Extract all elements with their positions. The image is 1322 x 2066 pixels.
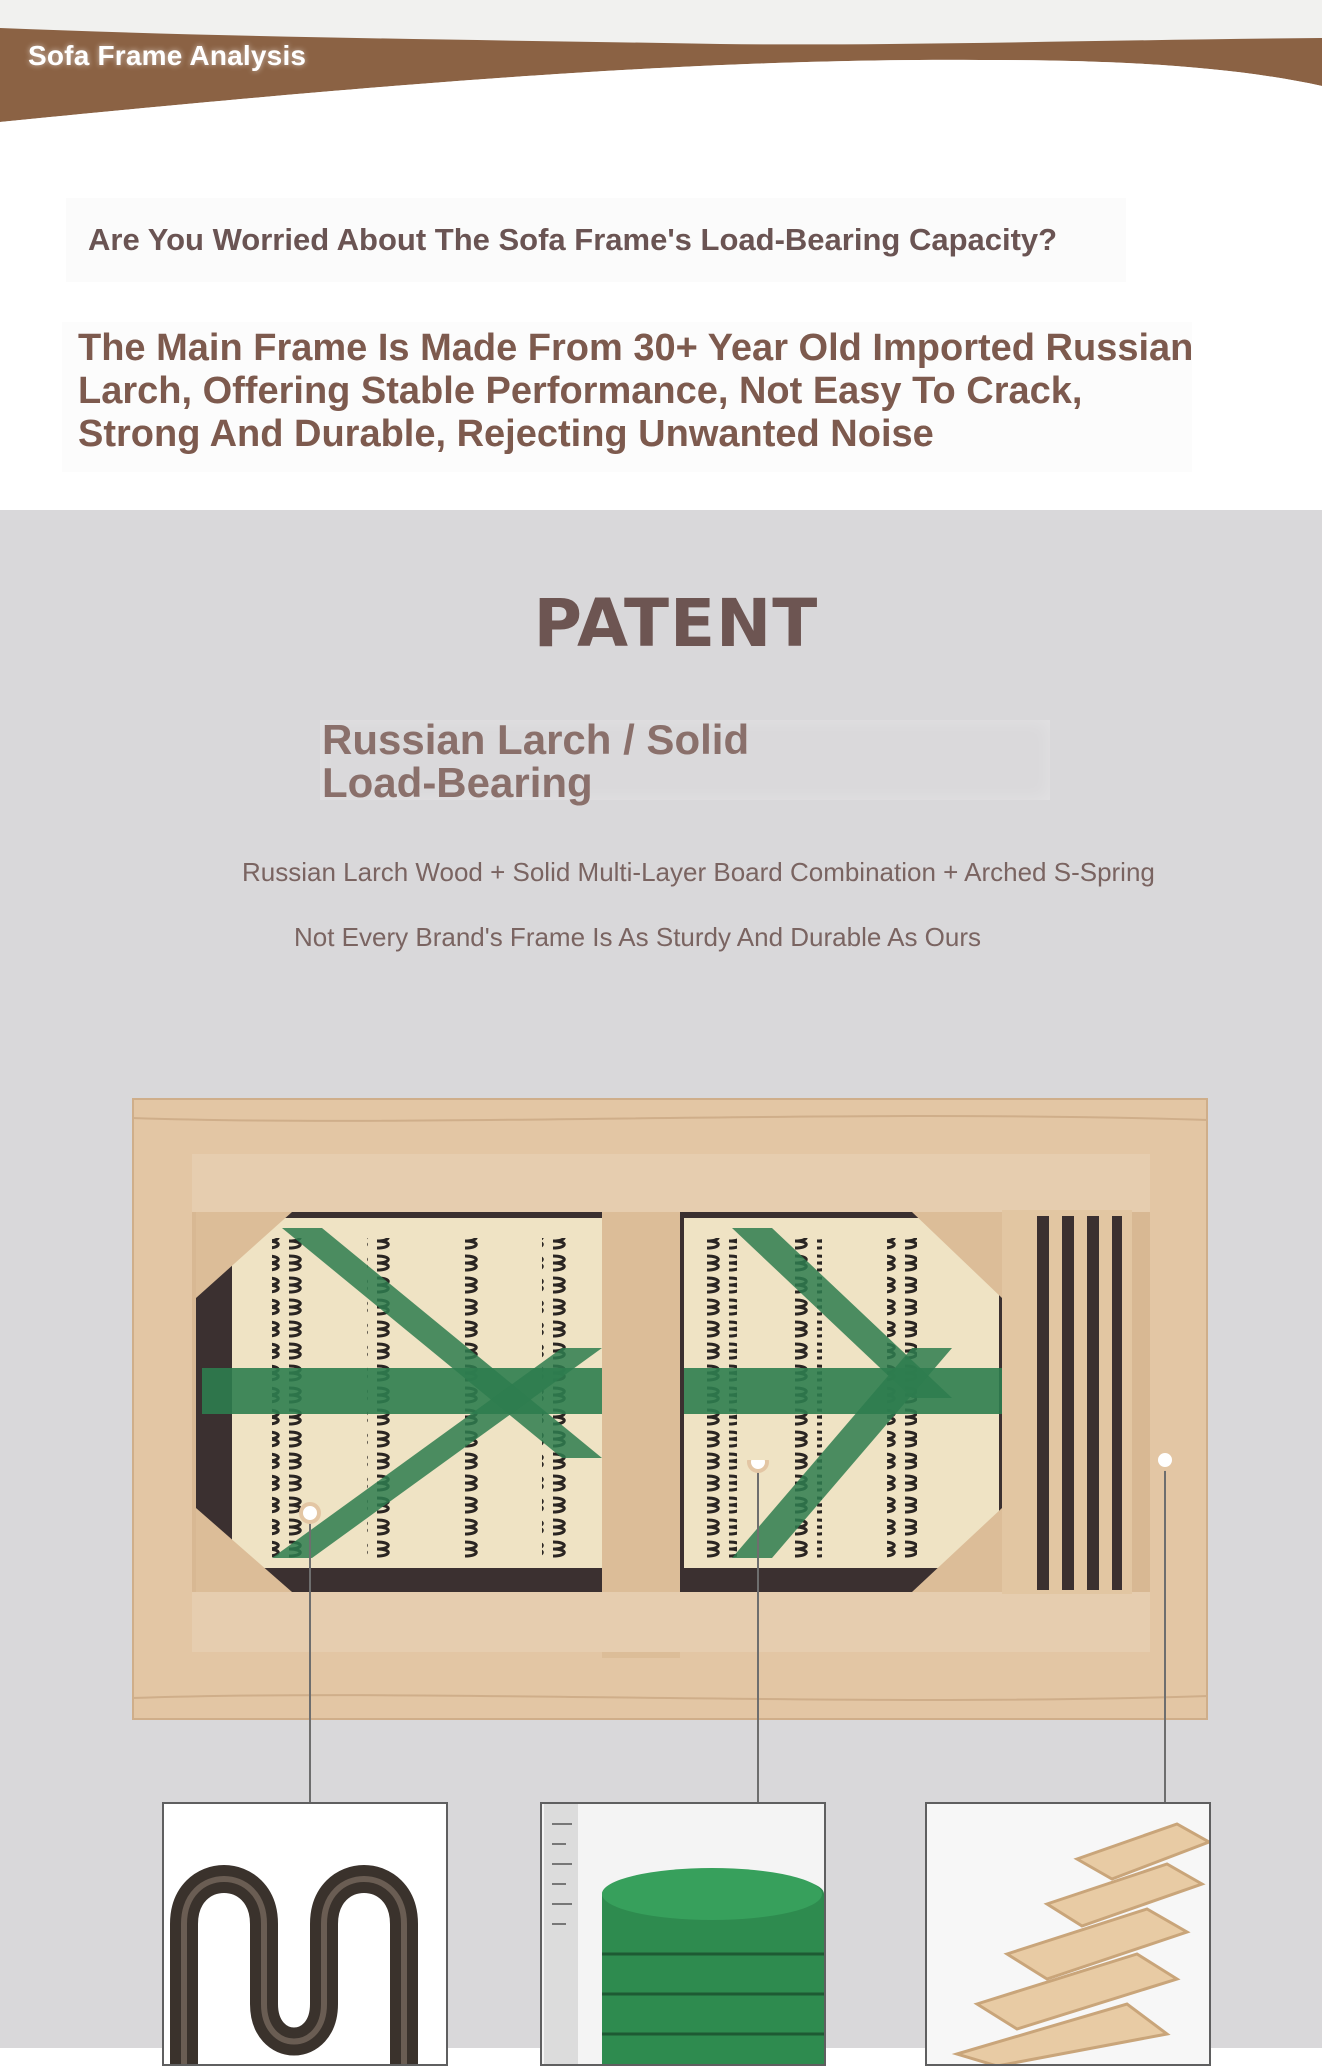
callout-dot-spring [301, 1504, 319, 1522]
s-spring-icon [164, 1804, 446, 2064]
callout-dot-wood [1150, 1445, 1180, 1475]
headline-text: The Main Frame Is Made From 30+ Year Old Imported Russian Larch, Offering Stable Performance, Not Easy To Crack, Strong And Durable, Rejecting Unwanted Noise [78, 327, 1194, 455]
material-description: Russian Larch Wood + Solid Multi-Layer Board Combination + Arched S-Spring [242, 857, 1155, 887]
s-spring-detail [162, 1802, 448, 2066]
header-title: Sofa Frame Analysis [28, 40, 307, 71]
callout-lines [0, 1460, 1322, 1810]
patent-title: PATENT [533, 585, 819, 662]
durability-claim: Not Every Brand's Frame Is As Sturdy And Durable As Ours [294, 922, 982, 952]
callout-dot-webbing [749, 1460, 767, 1471]
wood-planks-icon [927, 1804, 1209, 2064]
webbing-icon [542, 1804, 824, 2064]
subtitle-line-1: Russian Larch / Solid [322, 716, 750, 763]
subtitle-line-2: Load-Bearing [322, 759, 593, 806]
webbing-detail [540, 1802, 826, 2066]
patent-subtitle [322, 718, 882, 804]
wood-planks-detail [925, 1802, 1211, 2066]
question-text: Are You Worried About The Sofa Frame's Load-Bearing Capacity? [88, 222, 1058, 257]
